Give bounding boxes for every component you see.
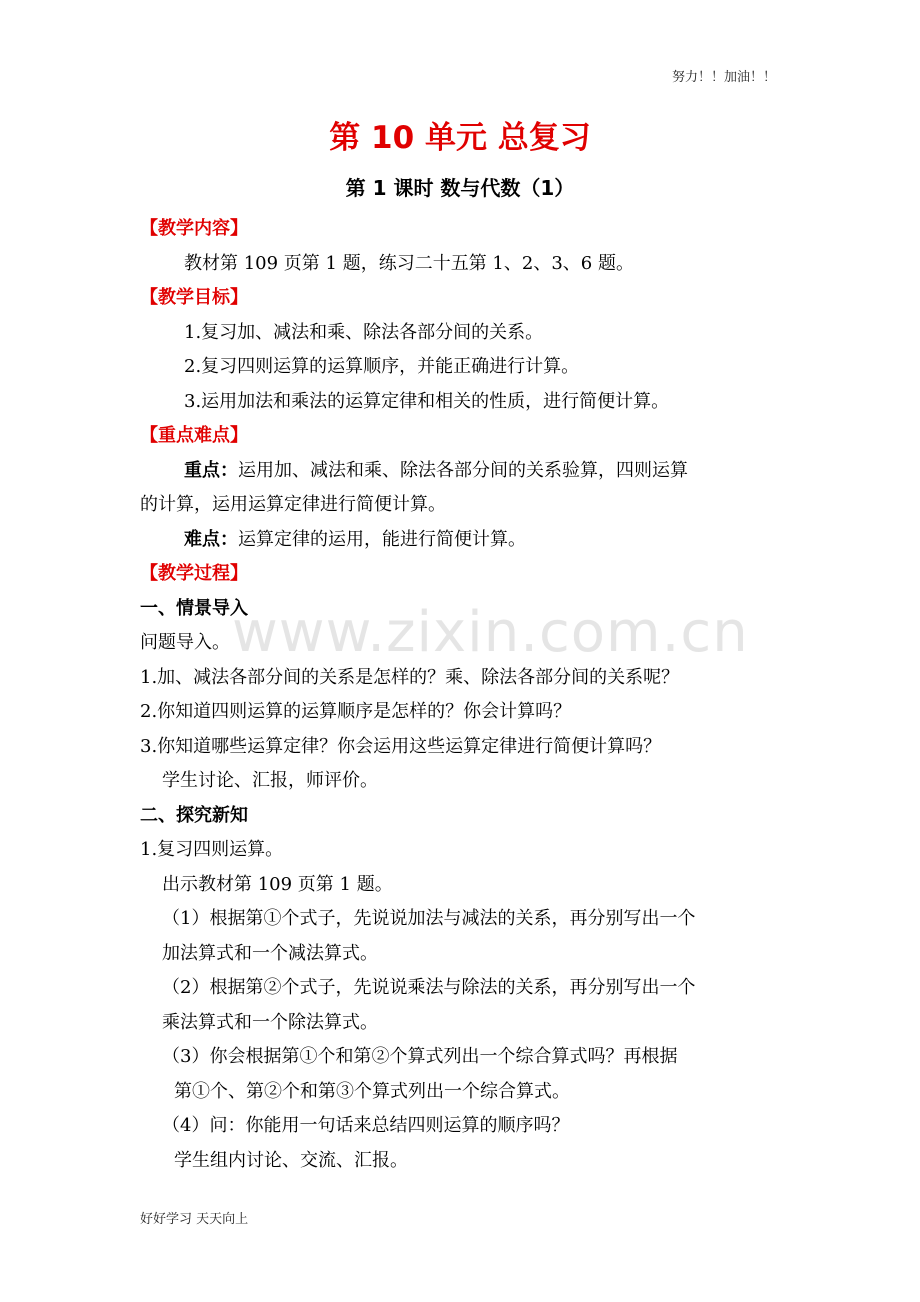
section-label-content: 【教学内容】: [140, 218, 248, 239]
key-text: 运用加、减法和乘、除法各部分间的关系验算，四则运算: [238, 459, 688, 481]
difficulty-line: [140, 523, 790, 558]
part2-item: 1.复习四则运算。: [140, 839, 284, 860]
section-label-key: 【重点难点】: [140, 425, 248, 446]
key-term: 重点：: [184, 459, 238, 481]
difficulty-text: 运算定律的运用，能进行简便计算。: [238, 528, 526, 550]
part1-heading: 一、情景导入: [140, 597, 248, 619]
question-2-cont: 乘法算式和一个除法算式。: [162, 1011, 378, 1033]
difficulty-term: 难点：: [184, 528, 238, 550]
part1-tail: 学生讨论、汇报，师评价。: [162, 770, 378, 791]
section-label-goals: 【教学目标】: [140, 287, 248, 308]
part1-line: 问题导入。: [140, 632, 230, 653]
goal-item: 1.复习加、减法和乘、除法各部分间的关系。: [184, 321, 544, 343]
footer-note: 好好学习 天天向上: [140, 1212, 249, 1227]
page-title: 第 10 单元 总复习: [329, 120, 591, 156]
part2-heading: 二、探究新知: [140, 804, 248, 826]
question-2: （2）根据第②个式子，先说说乘法与除法的关系，再分别写出一个: [162, 977, 696, 998]
part2-show: 出示教材第 109 页第 1 题。: [162, 873, 393, 895]
question-3-cont: 第①个、第②个和第③个算式列出一个综合算式。: [174, 1080, 570, 1102]
key-point-continuation: 的计算，运用运算定律进行简便计算。: [140, 494, 446, 515]
content-text: 教材第 109 页第 1 题，练习二十五第 1、2、3、6 题。: [184, 252, 634, 274]
question-4-tail: 学生组内讨论、交流、汇报。: [174, 1149, 408, 1171]
part1-line: 3.你知道哪些运算定律？你会运用这些运算定律进行简便计算吗？: [140, 735, 662, 757]
part1-line: 1.加、减法各部分间的关系是怎样的？乘、除法各部分间的关系呢？: [140, 666, 680, 688]
key-point-line: [140, 454, 790, 489]
question-4: （4）问：你能用一句话来总结四则运算的顺序吗？: [162, 1115, 570, 1136]
goal-item: 3.运用加法和乘法的运算定律和相关的性质，进行简便计算。: [184, 390, 670, 412]
watermark-text: www.zixin.com.cn: [232, 600, 749, 665]
section-label-process: 【教学过程】: [140, 563, 248, 584]
question-3: （3）你会根据第①个和第②个算式列出一个综合算式吗？再根据: [162, 1046, 678, 1067]
question-1: （1）根据第①个式子，先说说加法与减法的关系，再分别写出一个: [162, 908, 696, 929]
part1-line: 2.你知道四则运算的运算顺序是怎样的？你会计算吗？: [140, 701, 572, 722]
goal-item: 2.复习四则运算的运算顺序，并能正确进行计算。: [184, 356, 580, 377]
question-1-cont: 加法算式和一个减法算式。: [162, 942, 378, 964]
document-body: [140, 212, 790, 1178]
lesson-subtitle: 第 1 课时 数与代数（1）: [345, 176, 575, 200]
header-note: 努力！！加油！！: [671, 70, 776, 85]
